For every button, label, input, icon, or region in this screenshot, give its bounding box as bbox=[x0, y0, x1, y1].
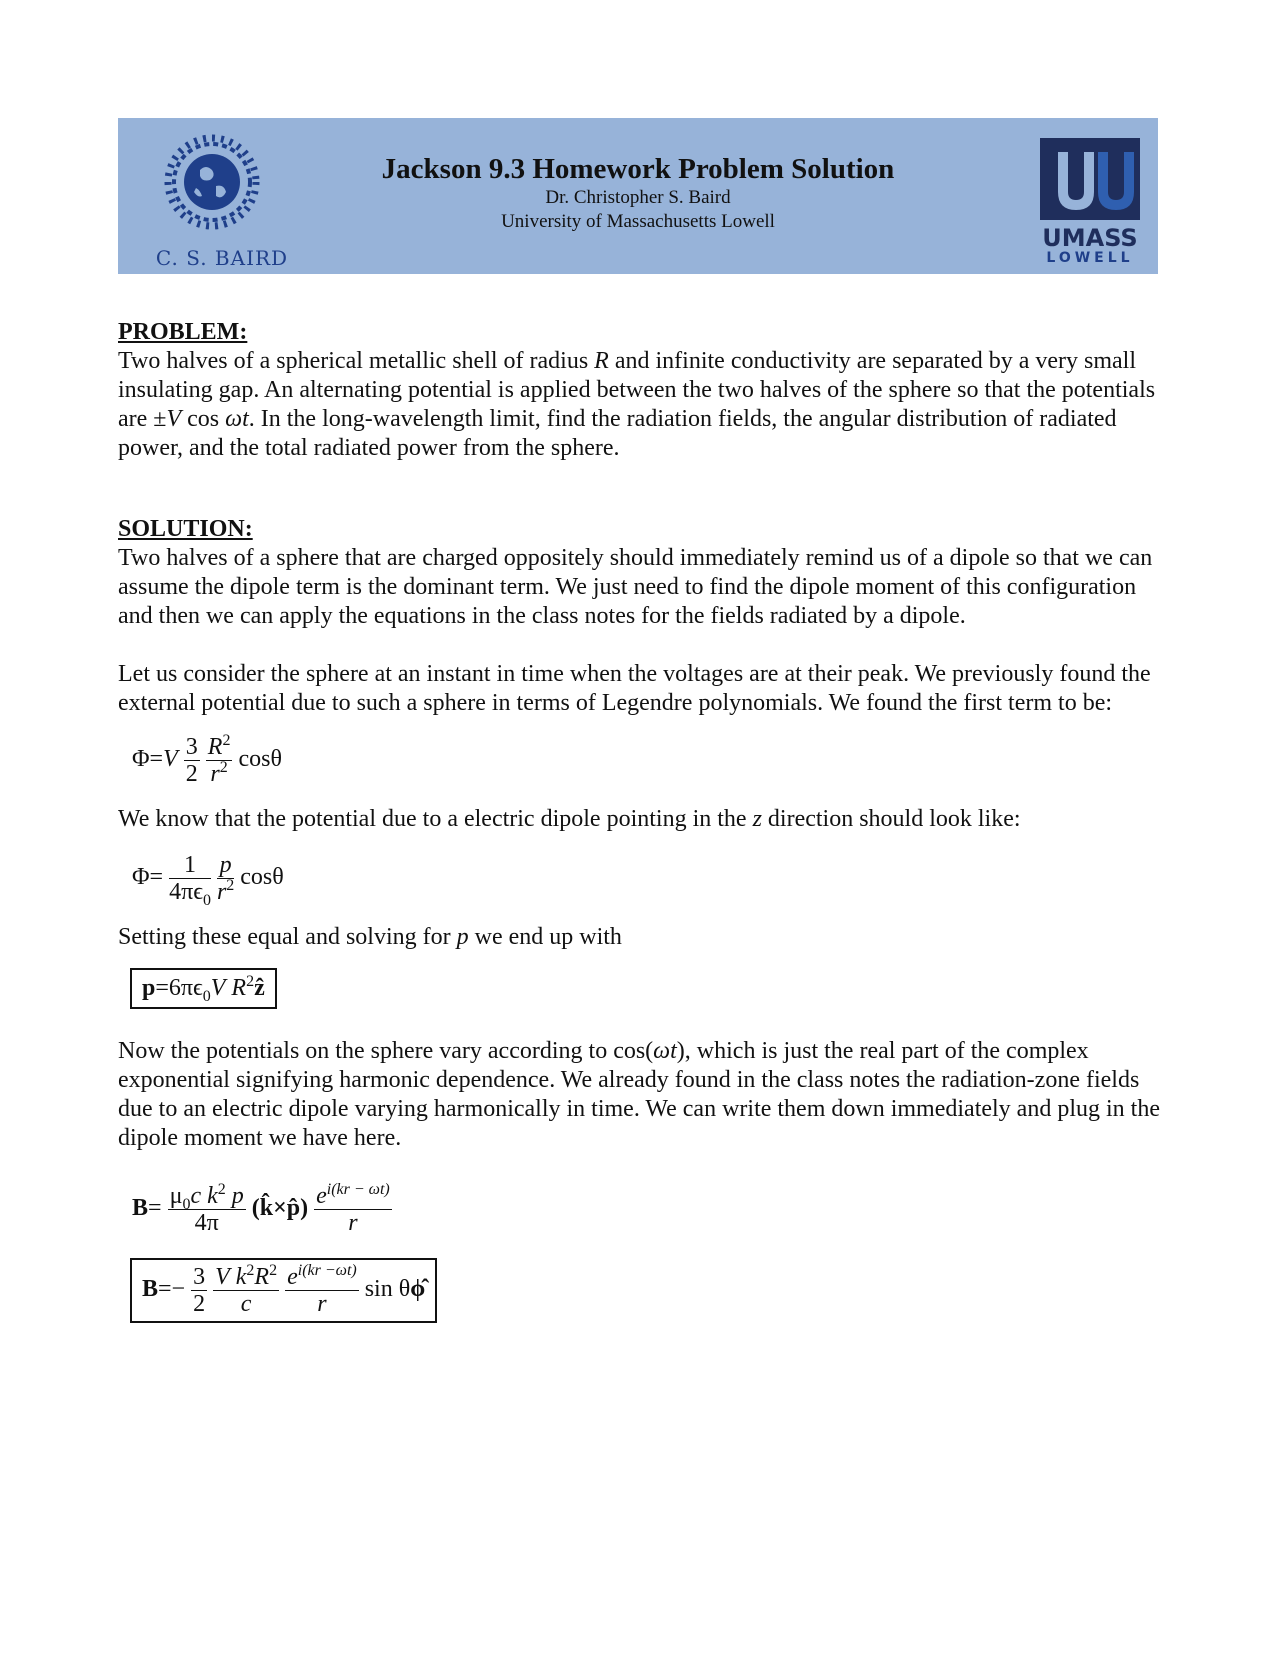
eq-phi2-num: 1 bbox=[169, 852, 211, 879]
solution-para-1: Two halves of a sphere that are charged oppositely should immediately remind us of a dipole so that we can assume the dipole term is the dominant term. We just need to find the dipole moment of this configuration and then we can apply the equations in the class notes for the fields radiated by a dipole. bbox=[118, 545, 1153, 629]
eq-B1-frac2 bbox=[314, 1183, 392, 1236]
equation-dipole-moment bbox=[130, 968, 1163, 1009]
equation-B-general bbox=[132, 1183, 1163, 1236]
globe-gear-icon bbox=[160, 130, 264, 234]
eq-B1-k: k bbox=[207, 1183, 218, 1209]
solution-para-5 bbox=[118, 1037, 1163, 1153]
eq-p-lhs: p bbox=[142, 975, 156, 1001]
umass-text: UMASS bbox=[1042, 224, 1138, 252]
solution-heading: SOLUTION: bbox=[118, 516, 253, 542]
document-body bbox=[118, 318, 1163, 1323]
eq-B2-V: V bbox=[215, 1264, 230, 1290]
eq-B2-exparg: i(kr −ωt) bbox=[297, 1262, 357, 1279]
eq-B2-frac3 bbox=[285, 1264, 359, 1317]
eq-phi1-R: R bbox=[207, 734, 223, 760]
eq-phi2-lhs: Φ bbox=[132, 864, 150, 891]
eq-phi1-cos: cos bbox=[238, 746, 271, 773]
eq-B2-R: R bbox=[254, 1264, 270, 1290]
eq-phi1-theta: θ bbox=[270, 746, 282, 773]
para-5a: Now the potentials on the sphere vary according to cos( bbox=[118, 1038, 654, 1064]
solution-para-4 bbox=[118, 923, 1163, 952]
header-banner bbox=[118, 118, 1158, 274]
page-title: Jackson 9.3 Homework Problem Solution bbox=[381, 153, 895, 185]
equation-phi-dipole bbox=[132, 852, 1163, 909]
eq-p-sub: 0 bbox=[202, 987, 211, 1005]
eq-B1-r: r bbox=[348, 1210, 358, 1236]
problem-heading: PROBLEM: bbox=[118, 319, 248, 345]
para-4b: we end up with bbox=[468, 924, 622, 950]
eq-B1-den: 4π bbox=[194, 1210, 219, 1236]
baird-label: C. S. BAIRD bbox=[155, 246, 289, 270]
eq-B2-num: 3 bbox=[193, 1264, 206, 1290]
eq-B2-exp: 2 bbox=[246, 1262, 255, 1279]
eq-B2-eq: =− bbox=[158, 1276, 186, 1303]
eq-B2-k: k bbox=[235, 1264, 247, 1290]
solution-para-3 bbox=[118, 805, 1163, 834]
eq-p-R: R bbox=[231, 975, 247, 1001]
eq-phi2-frac1 bbox=[169, 852, 211, 909]
eq-phi1-frac1 bbox=[184, 734, 200, 787]
eq-B2-sin: sin bbox=[364, 1276, 393, 1303]
boxed-result-B bbox=[130, 1258, 437, 1323]
eq-phi2-p: p bbox=[219, 852, 232, 878]
eq-B1-cross: (k̂×p̂) bbox=[251, 1195, 309, 1222]
eq-B1-mu: μ bbox=[169, 1183, 183, 1209]
eq-phi1-r: r bbox=[210, 761, 220, 787]
eq-B2-lhs: B bbox=[142, 1276, 159, 1303]
para-5-var: ωt bbox=[653, 1038, 677, 1064]
problem-text-4: . In the long-wavelength limit, find the radiation fields, the angular distribution of radiated power, and the total radiated power from the sphere. bbox=[118, 406, 1117, 461]
var-R: R bbox=[594, 348, 609, 374]
problem-text-1: Two halves of a spherical metallic shell of radius bbox=[118, 348, 595, 374]
eq-phi2-den: 4π bbox=[169, 879, 194, 905]
eq-phi1-den: 2 bbox=[185, 761, 198, 787]
eq-phi2-sub: 0 bbox=[202, 891, 211, 909]
eq-B1-c: c bbox=[190, 1183, 202, 1209]
eq-p-rhs: =6πϵ bbox=[155, 975, 203, 1001]
author: Dr. Christopher S. Baird bbox=[545, 187, 731, 208]
eq-B2-e: e bbox=[287, 1264, 298, 1290]
eq-phi2-eps: ϵ bbox=[193, 879, 203, 905]
eq-phi1-num: 3 bbox=[185, 734, 198, 760]
para-4-var: p bbox=[456, 924, 469, 950]
eq-B2-den: 2 bbox=[193, 1291, 206, 1317]
eq-B2-theta: θ bbox=[398, 1276, 411, 1303]
eq-B1-p: p bbox=[231, 1183, 244, 1209]
umass-logo bbox=[1036, 136, 1144, 266]
baird-logo bbox=[138, 128, 288, 268]
eq-B1-e: e bbox=[316, 1183, 327, 1209]
var-V: V bbox=[166, 406, 182, 432]
para-3a: We know that the potential due to a electric dipole pointing in the bbox=[118, 806, 753, 832]
eq-B2-phihat: ϕ̂ bbox=[410, 1276, 426, 1303]
eq-B1-lhs: B bbox=[132, 1195, 149, 1222]
eq-phi1-V: V bbox=[163, 746, 178, 773]
para-3b: direction should look like: bbox=[761, 806, 1021, 832]
problem-text bbox=[118, 347, 1163, 463]
eq-B2-c: c bbox=[240, 1291, 252, 1317]
eq-B2-frac1 bbox=[191, 1264, 207, 1317]
umass-emblem-icon bbox=[1036, 136, 1144, 222]
eq-B2-frac2: $\frac{V k^2R^2}{c}$ bbox=[215, 1262, 278, 1317]
para-3-var: z bbox=[752, 806, 762, 832]
eq-B2-r: r bbox=[317, 1291, 327, 1317]
eq-phi2-cos: cos bbox=[240, 864, 273, 891]
lowell-text: LOWELL bbox=[1046, 250, 1134, 266]
eq-phi2-eq: = bbox=[149, 864, 164, 891]
var-omega-t: ωt bbox=[225, 406, 249, 432]
eq-phi1-frac2: $\frac{R^2}{r^2}$ bbox=[207, 732, 231, 787]
problem-text-3: cos bbox=[181, 406, 226, 432]
para-4a: Setting these equal and solving for bbox=[118, 924, 457, 950]
eq-phi1-exp: 2 bbox=[222, 732, 231, 749]
eq-B1-exparg: i(kr − ωt) bbox=[326, 1181, 390, 1198]
header-text bbox=[368, 152, 908, 234]
eq-B1-sub: 0 bbox=[182, 1195, 191, 1213]
eq-phi1-lhs: Φ bbox=[132, 746, 150, 773]
para-5b: ), which is just the real part of the complex exponential signifying harmonic dependence. We already found in the class notes the radiation-zone fields due to an electric dipole varying harmonically in time. We can write them down immediately and plug in the dipole moment we have here. bbox=[118, 1038, 1160, 1151]
equation-phi-sphere bbox=[132, 734, 1163, 787]
eq-B1-exp: 2 bbox=[217, 1181, 226, 1198]
affiliation: University of Massachusetts Lowell bbox=[501, 211, 775, 232]
eq-phi2-frac2 bbox=[217, 852, 234, 905]
solution-para-2: Let us consider the sphere at an instant in time when the voltages are at their peak. We previously found the external potential due to such a sphere in terms of Legendre polynomials. We found the first term to be: bbox=[118, 661, 1151, 716]
eq-phi2-theta: θ bbox=[272, 864, 284, 891]
equation-B-result bbox=[130, 1258, 1163, 1323]
eq-phi2-exp: 2 bbox=[226, 877, 235, 894]
eq-B1-eq: = bbox=[148, 1195, 162, 1222]
eq-p-V: V bbox=[210, 975, 226, 1001]
problem-text-2: and infinite conductivity are separated by a very small insulating gap. An alternating potential is applied between the two halves of the sphere so that the potentials are ± bbox=[118, 348, 1156, 432]
boxed-result-p bbox=[130, 968, 277, 1009]
eq-phi1-eq: = bbox=[149, 746, 164, 773]
eq-p-exp: 2 bbox=[246, 973, 255, 990]
eq-p-zhat: ẑ bbox=[254, 975, 265, 1001]
eq-phi2-r: r bbox=[216, 879, 227, 905]
eq-B1-frac1 bbox=[168, 1183, 246, 1236]
